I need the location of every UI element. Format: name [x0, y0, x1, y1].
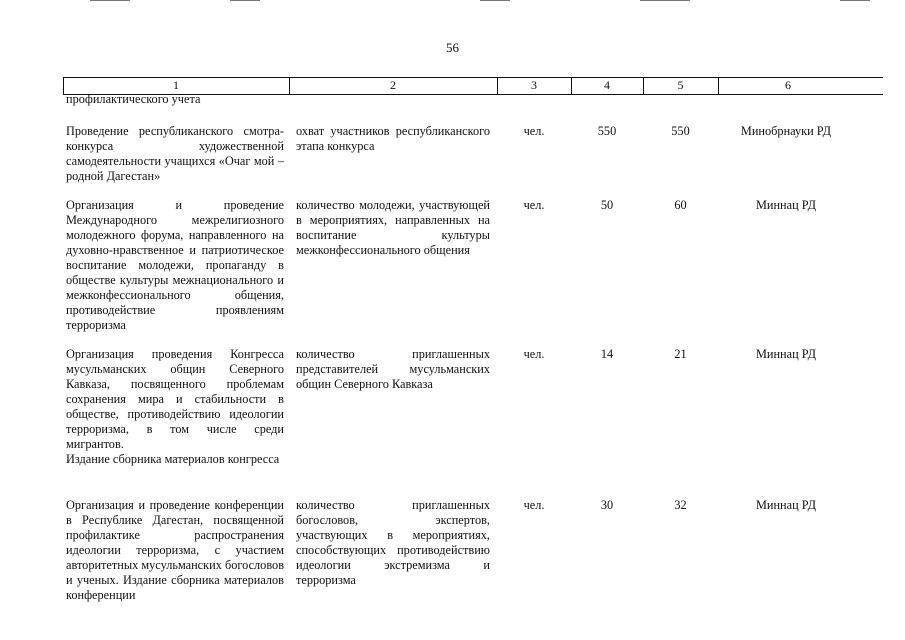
table-row-activity: Проведение республиканского смотра-конкурса художественной самодеятельности учащихся «Очаг мой – родной Дагестан» [66, 124, 284, 183]
table-row-executor: Миннац РД [755, 498, 817, 512]
table-row-value-a: 30 [600, 498, 614, 512]
table-header-cell: 2 [390, 78, 396, 92]
table-row-value-a: 14 [600, 347, 614, 361]
table-row-activity: Организация проведения Конгресса мусульманских общин Северного Кавказа, посвященного проблемам сохранения мира и стабильности в обществе, противодействию идеологии терроризма, в том числе среди мигрантов. [66, 347, 284, 451]
table-header-cell: 3 [531, 78, 537, 92]
table-row-indicator: охват участников республиканского этапа конкурса [296, 124, 490, 153]
table-row-value-a: 550 [597, 124, 617, 138]
scan-mark [840, 0, 870, 1]
scan-mark [90, 0, 130, 1]
table-row-executor: Минобрнауки РД [740, 124, 832, 138]
table-row-value-a: 50 [600, 198, 614, 212]
table-row-unit: чел. [523, 124, 545, 138]
scan-mark [640, 0, 690, 1]
table-row-activity: Организация и проведение Международного межрелигиозного молодежного форума, направленного на духовно-нравственное и патриотическое воспитание молодежи, пропаганду в обществе культуры межнационального и межконфессионального общения, противодействие проявлениям терроризма [66, 198, 284, 332]
table-header-cell: 1 [173, 78, 179, 92]
table-row-unit: чел. [523, 498, 545, 512]
table-row-indicator: количество приглашенных представителей мусульманских общин Северного Кавказа [296, 347, 490, 391]
table-row-value-b: 21 [674, 347, 687, 361]
table-row-value-b: 32 [674, 498, 687, 512]
table-row-unit: чел. [523, 198, 545, 212]
table-header-cell: 6 [785, 78, 791, 92]
table-row-activity-extra: Издание сборника материалов конгресса [66, 452, 280, 466]
table-row-value-b: 60 [674, 198, 687, 212]
page-number: 56 [446, 40, 459, 55]
continuation-text: профилактического учета [66, 92, 201, 106]
scan-mark [230, 0, 260, 1]
scan-mark [480, 0, 510, 1]
table-row-indicator: количество молодежи, участвующей в мероприятиях, направленных на воспитание культуры межконфессионального общения [296, 198, 490, 257]
table-header-cell: 5 [677, 78, 684, 92]
table-row-executor: Миннац РД [755, 347, 817, 361]
table-row-activity: Организация и проведение конференции в Республике Дагестан, посвященной профилактике распространения идеологии терроризма, с участием авторитетных мусульманских богословов и ученых. Издание сборника материалов конференции [66, 498, 284, 602]
table-row-executor: Миннац РД [755, 198, 817, 212]
table-row-unit: чел. [523, 347, 545, 361]
table-header-cell: 4 [604, 78, 610, 92]
table-row-value-b: 550 [671, 124, 690, 138]
table-row-indicator: количество приглашенных богословов, экспертов, участвующих в мероприятиях, способствующих противодействию идеологии экстремизма и терроризма [296, 498, 490, 587]
